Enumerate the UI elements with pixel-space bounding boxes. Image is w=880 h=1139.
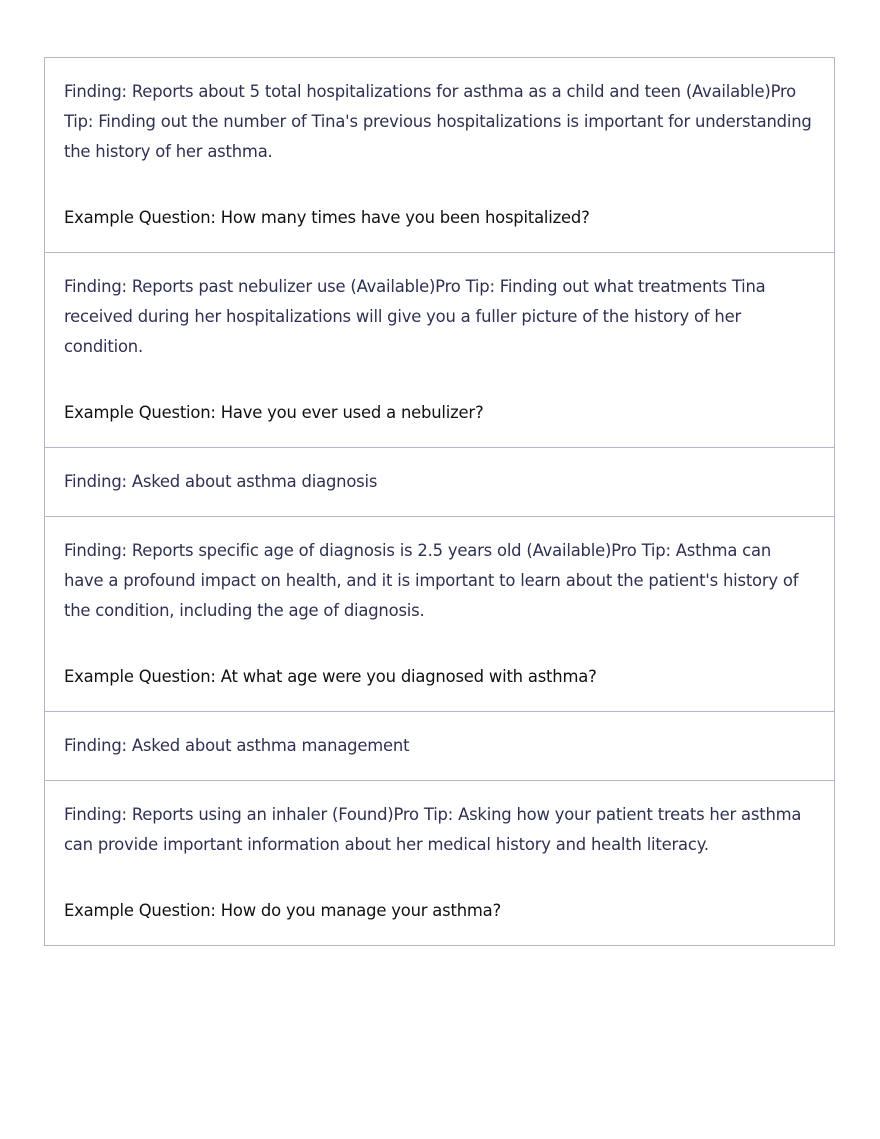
finding-row — [45, 781, 834, 946]
findings-table — [44, 57, 835, 946]
finding-text: Finding: Asked about asthma management — [64, 736, 410, 755]
finding-row — [45, 58, 834, 253]
finding-row — [45, 448, 834, 517]
example-question: Example Question: At what age were you diagnosed with asthma? — [64, 667, 597, 686]
example-question: Example Question: How do you manage your asthma? — [64, 901, 502, 920]
finding-row — [45, 253, 834, 448]
finding-text: Finding: Reports past nebulizer use (Available)Pro Tip: Finding out what treatments Tina received during her hospitalizations will give you a fuller picture of the history of her condition. — [64, 277, 766, 356]
finding-row — [45, 517, 834, 712]
finding-text: Finding: Reports about 5 total hospitalizations for asthma as a child and teen (Available)Pro Tip: Finding out the number of Tina's previous hospitalizations is important for understanding the history of her asthma. — [64, 82, 812, 161]
finding-row — [45, 712, 834, 781]
finding-text: Finding: Reports specific age of diagnosis is 2.5 years old (Available)Pro Tip: Asthma can have a profound impact on health, and it is important to learn about the patient's history of the condition, including the age of diagnosis. — [64, 541, 799, 620]
finding-text: Finding: Reports using an inhaler (Found)Pro Tip: Asking how your patient treats her asthma can provide important information about her medical history and health literacy. — [64, 805, 802, 854]
example-question: Example Question: How many times have you been hospitalized? — [64, 208, 590, 227]
example-question: Example Question: Have you ever used a nebulizer? — [64, 403, 484, 422]
finding-text: Finding: Asked about asthma diagnosis — [64, 472, 378, 491]
